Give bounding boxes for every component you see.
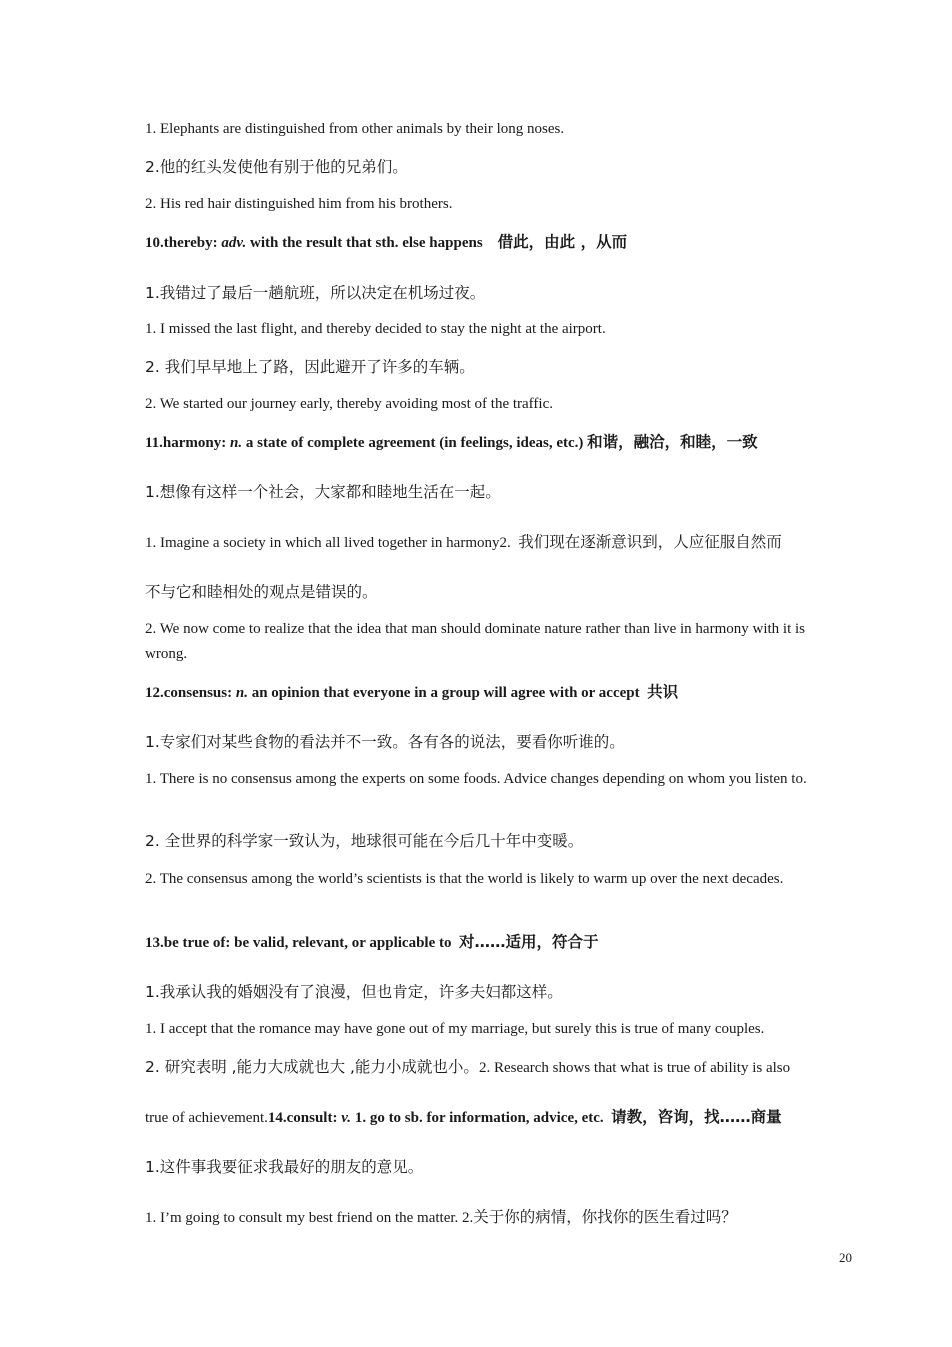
- example-sentence: 2. His red hair distinguished him from his brothers.: [145, 196, 453, 212]
- example-sentence: 1. I’m going to consult my best friend on the matter. 2.关于你的病情，你找你的医生看过吗？: [145, 1208, 737, 1226]
- example-sentence: 1. I accept that the romance may have gone out of my marriage, but surely this is true of many couples.: [145, 1021, 765, 1037]
- example-sentence-zh: 不与它和睦相处的观点是错误的。: [145, 583, 378, 601]
- example-sentence-zh: 2. 全世界的科学家一致认为，地球很可能在今后几十年中变暖。: [145, 832, 584, 850]
- example-sentence: 1. There is no consensus among the experts on some foods. Advice changes depending on whom you listen to.: [145, 771, 807, 787]
- vocab-heading-consensus: 12.consensus: n. an opinion that everyone in a group will agree with or accept 共识: [145, 683, 679, 701]
- example-sentence-zh: 1.我错过了最后一趟航班，所以决定在机场过夜。: [145, 284, 486, 302]
- example-sentence: 1. Imagine a society in which all lived together in harmony2. 我们现在逐渐意识到，人应征服自然而: [145, 533, 782, 551]
- vocab-heading-harmony: 11.harmony: n. a state of complete agreement (in feelings, ideas, etc.) 和谐，融洽，和睦，一致: [145, 433, 758, 451]
- example-sentence: 2. The consensus among the world’s scientists is that the world is likely to warm up over the next decades.: [145, 871, 784, 887]
- vocab-heading-be-true-of: 13.be true of: be valid, relevant, or applicable to 对……适用，符合于: [145, 933, 599, 951]
- example-sentence-zh: 2.他的红头发使他有别于他的兄弟们。: [145, 158, 408, 176]
- example-sentence-zh: 2. 我们早早地上了路，因此避开了许多的车辆。: [145, 358, 475, 376]
- vocab-heading-consult: true of achievement.14.consult: v. 1. go to sb. for information, advice, etc. 请教，咨询，找……商量: [145, 1108, 782, 1126]
- page-number: 20: [839, 1250, 852, 1265]
- example-sentence: 2. We now come to realize that the idea that man should dominate nature rather than live in harmony with it is wrong.: [145, 621, 805, 662]
- example-sentence: 2. We started our journey early, thereby avoiding most of the traffic.: [145, 396, 553, 412]
- example-sentence-zh: 1.专家们对某些食物的看法并不一致。各有各的说法，要看你听谁的。: [145, 733, 625, 751]
- example-sentence: 1. Elephants are distinguished from other animals by their long noses.: [145, 121, 565, 137]
- example-sentence-zh: 1.想像有这样一个社会，大家都和睦地生活在一起。: [145, 483, 501, 501]
- example-sentence: 2. 研究表明 ,能力大成就也大 ,能力小成就也小。2. Research shows that what is true of ability is also: [145, 1058, 791, 1076]
- example-sentence: 1. I missed the last flight, and thereby decided to stay the night at the airport.: [145, 321, 606, 337]
- vocab-heading-thereby: 10.thereby: adv. with the result that sth. else happens 借此，由此 ，从而: [145, 233, 628, 251]
- example-sentence-zh: 1.这件事我要征求我最好的朋友的意见。: [145, 1158, 424, 1176]
- example-sentence-zh: 1.我承认我的婚姻没有了浪漫，但也肯定，许多夫妇都这样。: [145, 983, 563, 1001]
